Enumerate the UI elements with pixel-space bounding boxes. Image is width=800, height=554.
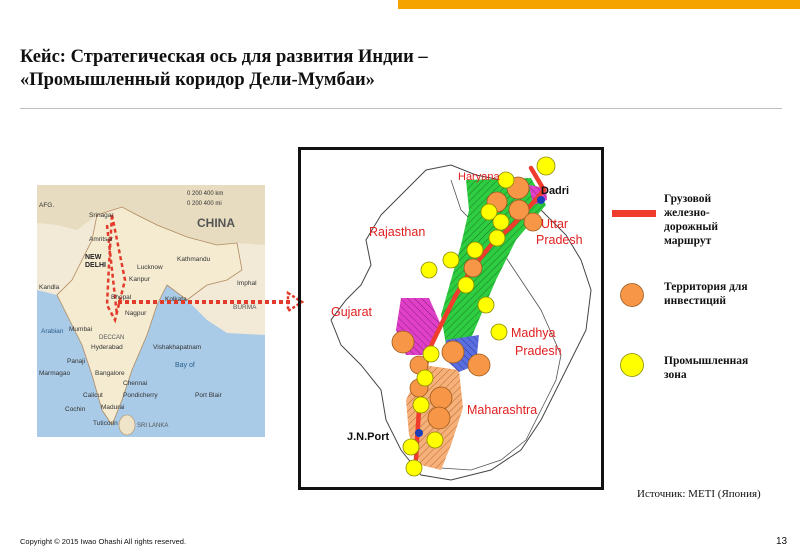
title-divider (20, 108, 782, 109)
title-line-1: Кейс: Стратегическая ось для развития Индии – (20, 47, 428, 67)
label-afg: AFG. (39, 202, 55, 209)
investment-area-circle (442, 341, 464, 363)
label-kandla: Kandla (39, 284, 60, 291)
industrial-zone-circle (491, 324, 507, 340)
state-pradesh-up: Pradesh (536, 233, 583, 247)
state-pradesh-mp: Pradesh (515, 344, 562, 358)
legend-investment-line2: инвестиций (664, 295, 726, 307)
state-haryana: Haryana (458, 171, 500, 183)
label-calicut: Calicut (83, 392, 103, 399)
industrial-zone-circle (467, 242, 483, 258)
label-deccan: DECCAN (99, 335, 125, 341)
copyright-notice: Copyright © 2015 Iwao Ohashi All rights reserved. (20, 537, 187, 546)
top-accent-bar (398, 0, 800, 9)
label-nagpur: Nagpur (125, 310, 147, 317)
state-rajasthan: Rajasthan (369, 225, 426, 239)
label-madurai: Madurai (101, 404, 125, 411)
label-marmagao: Marmagao (39, 370, 71, 377)
corridor-detail-map (298, 147, 604, 490)
slide-title (20, 46, 660, 92)
label-vishakhapatnam: Vishakhapatnam (153, 344, 202, 351)
label-china: CHINA (197, 216, 235, 230)
state-uttar: Uttar (541, 217, 569, 231)
label-chennai: Chennai (123, 380, 148, 387)
label-cochin: Cochin (65, 406, 86, 413)
scale-km: 0 200 400 km (187, 191, 224, 197)
label-arabian-sea: Arabian (41, 328, 64, 335)
industrial-zone-circle (417, 370, 433, 386)
industrial-zone-circle (498, 172, 514, 188)
state-madhya: Madhya (511, 326, 556, 340)
industrial-zone-circle (537, 157, 555, 175)
label-sri-lanka: SRI LANKA (137, 423, 169, 429)
legend-freight-label (664, 192, 718, 248)
legend-industrial-swatch (619, 352, 645, 378)
label-imphal: Imphal (237, 280, 257, 287)
industrial-zone-circle (443, 252, 459, 268)
industrial-zone-circle (406, 460, 422, 476)
map-connector-arrow (118, 290, 304, 314)
label-tuticorin: Tuticorin (93, 420, 118, 427)
legend-investment-swatch (619, 282, 645, 308)
legend-freight-swatch (612, 208, 658, 220)
investment-area-circle (430, 387, 452, 409)
industrial-zone-circle (493, 214, 509, 230)
label-srinagar: Srinagar (89, 212, 114, 219)
label-amritsar: Amritsar (89, 236, 114, 243)
industrial-zone-circle (458, 277, 474, 293)
investment-area-circle (468, 354, 490, 376)
jnport-marker (415, 429, 423, 437)
label-pondicherry: Pondicherry (123, 392, 158, 399)
page-number: 13 (776, 536, 788, 547)
industrial-zone-circle (413, 397, 429, 413)
industrial-zone-circle (423, 346, 439, 362)
investment-area-circle (524, 213, 542, 231)
source-note: Источник: METI (Япония) (637, 488, 761, 500)
label-new-delhi: NEW (85, 254, 102, 261)
legend-industrial-line2: зона (664, 369, 687, 381)
investment-area-circle (464, 259, 482, 277)
label-kanpur: Kanpur (129, 276, 150, 283)
label-port-blair: Port Blair (195, 392, 222, 399)
label-kathmandu: Kathmandu (177, 256, 211, 263)
industrial-zone-circle (427, 432, 443, 448)
industrial-zone-circle (478, 297, 494, 313)
industrial-zone-circle (489, 230, 505, 246)
legend-industrial-line1: Промышленная (664, 355, 749, 367)
sri-lanka-shape (119, 415, 135, 435)
legend-investment-line1: Территория для (664, 281, 748, 293)
label-mumbai: Mumbai (69, 326, 93, 333)
label-bhopal: Bhopal (111, 294, 132, 301)
industrial-zone-circle (403, 439, 419, 455)
label-panaji: Panaji (67, 358, 86, 365)
label-burma: BURMA (233, 304, 257, 311)
label-kolkata: Kolkata (165, 296, 187, 303)
legend-freight-line2: железно- (664, 207, 710, 219)
label-hyderabad: Hyderabad (91, 344, 123, 351)
legend-freight-line4: маршрут (664, 235, 712, 247)
legend-freight-line3: дорожный (664, 221, 718, 233)
state-maharashtra: Maharashtra (467, 403, 538, 417)
investment-area-circle (428, 407, 450, 429)
industrial-zone-circle (421, 262, 437, 278)
legend-industrial-label (664, 354, 748, 382)
label-dadri: Dadri (541, 185, 570, 197)
label-lucknow: Lucknow (137, 264, 163, 271)
label-bangalore: Bangalore (95, 370, 125, 377)
legend-investment-label (664, 280, 748, 308)
dadri-marker (537, 196, 545, 204)
scale-mi: 0 200 400 mi (187, 201, 222, 207)
state-gujarat: Gujarat (331, 305, 372, 319)
label-bay-of-bengal: Bay of (175, 362, 195, 369)
investment-area-circle (392, 331, 414, 353)
label-jnport: J.N.Port (347, 431, 390, 443)
legend-freight-line1: Грузовой (664, 193, 712, 205)
label-delhi: DELHI (85, 262, 106, 269)
title-line-2: «Промышленный коридор Дели-Мумбаи» (20, 70, 375, 90)
